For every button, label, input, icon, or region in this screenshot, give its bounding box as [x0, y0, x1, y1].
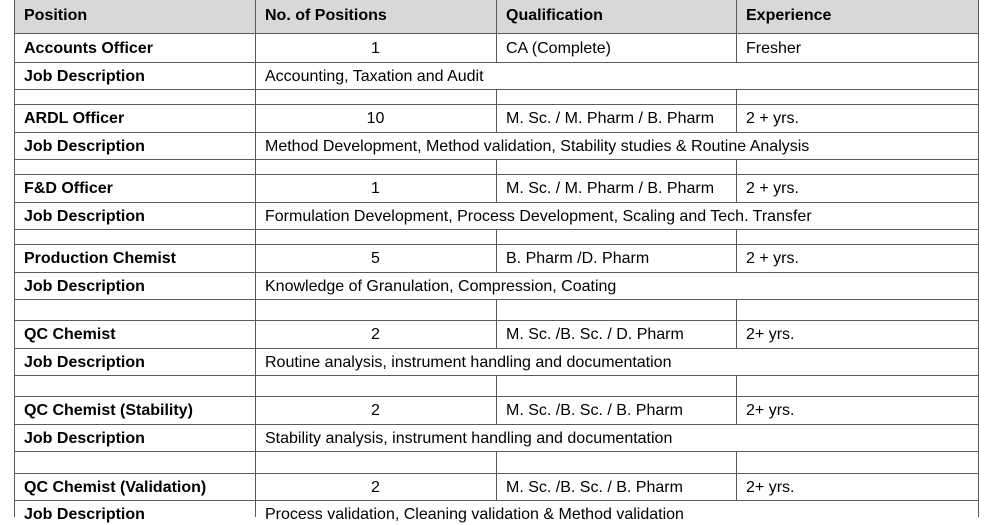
header-position: Position	[24, 7, 88, 24]
job-description: Routine analysis, instrument handling and documentation	[265, 354, 672, 371]
column-divider	[496, 244, 497, 272]
column-divider	[736, 174, 737, 202]
column-divider	[496, 104, 497, 132]
row-divider	[14, 202, 979, 203]
header-qualification: Qualification	[506, 7, 603, 24]
column-divider	[255, 424, 256, 451]
experience: 2+ yrs.	[746, 326, 795, 343]
experience: 2+ yrs.	[746, 479, 795, 496]
experience: 2 + yrs.	[746, 180, 799, 197]
job-description: Accounting, Taxation and Audit	[265, 68, 484, 85]
header-experience: Experience	[746, 7, 832, 24]
row-divider	[14, 424, 979, 425]
column-divider	[736, 375, 737, 396]
column-divider	[255, 451, 256, 473]
job-description: Method Development, Method validation, Stability studies & Routine Analysis	[265, 138, 810, 155]
column-divider	[736, 473, 737, 500]
column-divider	[736, 0, 737, 33]
qualification: M. Sc. / M. Pharm / B. Pharm	[506, 110, 715, 127]
column-divider	[255, 159, 256, 174]
column-divider	[255, 272, 256, 299]
column-divider	[255, 62, 256, 89]
qualification: M. Sc. /B. Sc. / B. Pharm	[506, 402, 683, 419]
qualification: B. Pharm /D. Pharm	[506, 250, 650, 267]
positions-count: 2	[371, 402, 380, 419]
job-description-label: Job Description	[24, 430, 145, 447]
positions-count: 1	[371, 40, 380, 57]
positions-count: 2	[371, 479, 380, 496]
experience: Fresher	[746, 40, 802, 57]
column-divider	[255, 348, 256, 375]
job-description-label: Job Description	[24, 68, 145, 85]
qualification: M. Sc. /B. Sc. / B. Pharm	[506, 479, 683, 496]
experience: 2 + yrs.	[746, 250, 799, 267]
column-divider	[496, 159, 497, 174]
column-divider	[496, 0, 497, 33]
qualification: M. Sc. /B. Sc. / D. Pharm	[506, 326, 684, 343]
column-divider	[255, 229, 256, 244]
position-name: Accounts Officer	[24, 40, 153, 57]
positions-count: 10	[366, 110, 385, 127]
row-divider	[14, 348, 979, 349]
row-divider	[14, 500, 979, 501]
column-divider	[736, 299, 737, 320]
column-divider	[496, 299, 497, 320]
column-divider	[736, 104, 737, 132]
positions-count: 1	[371, 180, 380, 197]
job-description-label: Job Description	[24, 506, 145, 523]
column-divider	[736, 89, 737, 104]
position-name: F&D Officer	[24, 180, 113, 197]
job-description-label: Job Description	[24, 354, 145, 371]
column-divider	[496, 174, 497, 202]
qualification: M. Sc. / M. Pharm / B. Pharm	[506, 180, 715, 197]
header-no-of-positions: No. of Positions	[265, 7, 387, 24]
job-description: Knowledge of Granulation, Compression, Coating	[265, 278, 617, 295]
column-divider	[736, 159, 737, 174]
column-divider	[255, 132, 256, 159]
job-description-label: Job Description	[24, 208, 145, 225]
experience: 2+ yrs.	[746, 402, 795, 419]
job-description-label: Job Description	[24, 278, 145, 295]
column-divider	[496, 396, 497, 424]
column-divider	[255, 0, 256, 33]
row-divider	[14, 272, 979, 273]
column-divider	[496, 375, 497, 396]
column-divider	[736, 396, 737, 424]
qualification: CA (Complete)	[506, 40, 611, 57]
column-divider	[496, 451, 497, 473]
experience: 2 + yrs.	[746, 110, 799, 127]
column-divider	[736, 320, 737, 348]
column-divider	[496, 89, 497, 104]
job-description-label: Job Description	[24, 138, 145, 155]
job-description: Stability analysis, instrument handling and documentation	[265, 430, 673, 447]
column-divider	[255, 89, 256, 104]
column-divider	[255, 375, 256, 396]
position-name: Production Chemist	[24, 250, 177, 267]
column-divider	[496, 34, 497, 62]
positions-count: 2	[371, 326, 380, 343]
row-divider	[14, 62, 979, 63]
position-name: ARDL Officer	[24, 110, 125, 127]
positions-count: 5	[371, 250, 380, 267]
row-divider	[14, 132, 979, 133]
position-name: QC Chemist	[24, 326, 116, 343]
column-divider	[736, 451, 737, 473]
position-name: QC Chemist (Stability)	[24, 402, 193, 419]
column-divider	[736, 244, 737, 272]
column-divider	[255, 500, 256, 517]
column-divider	[736, 34, 737, 62]
column-divider	[496, 229, 497, 244]
job-description: Formulation Development, Process Development, Scaling and Tech. Transfer	[265, 208, 812, 225]
job-description: Process validation, Cleaning validation & Method validation	[265, 506, 684, 523]
column-divider	[255, 299, 256, 320]
table-border-right	[978, 0, 979, 517]
table-border-left	[14, 0, 15, 517]
column-divider	[255, 202, 256, 229]
position-name: QC Chemist (Validation)	[24, 479, 207, 496]
column-divider	[496, 473, 497, 500]
column-divider	[496, 320, 497, 348]
column-divider	[736, 229, 737, 244]
